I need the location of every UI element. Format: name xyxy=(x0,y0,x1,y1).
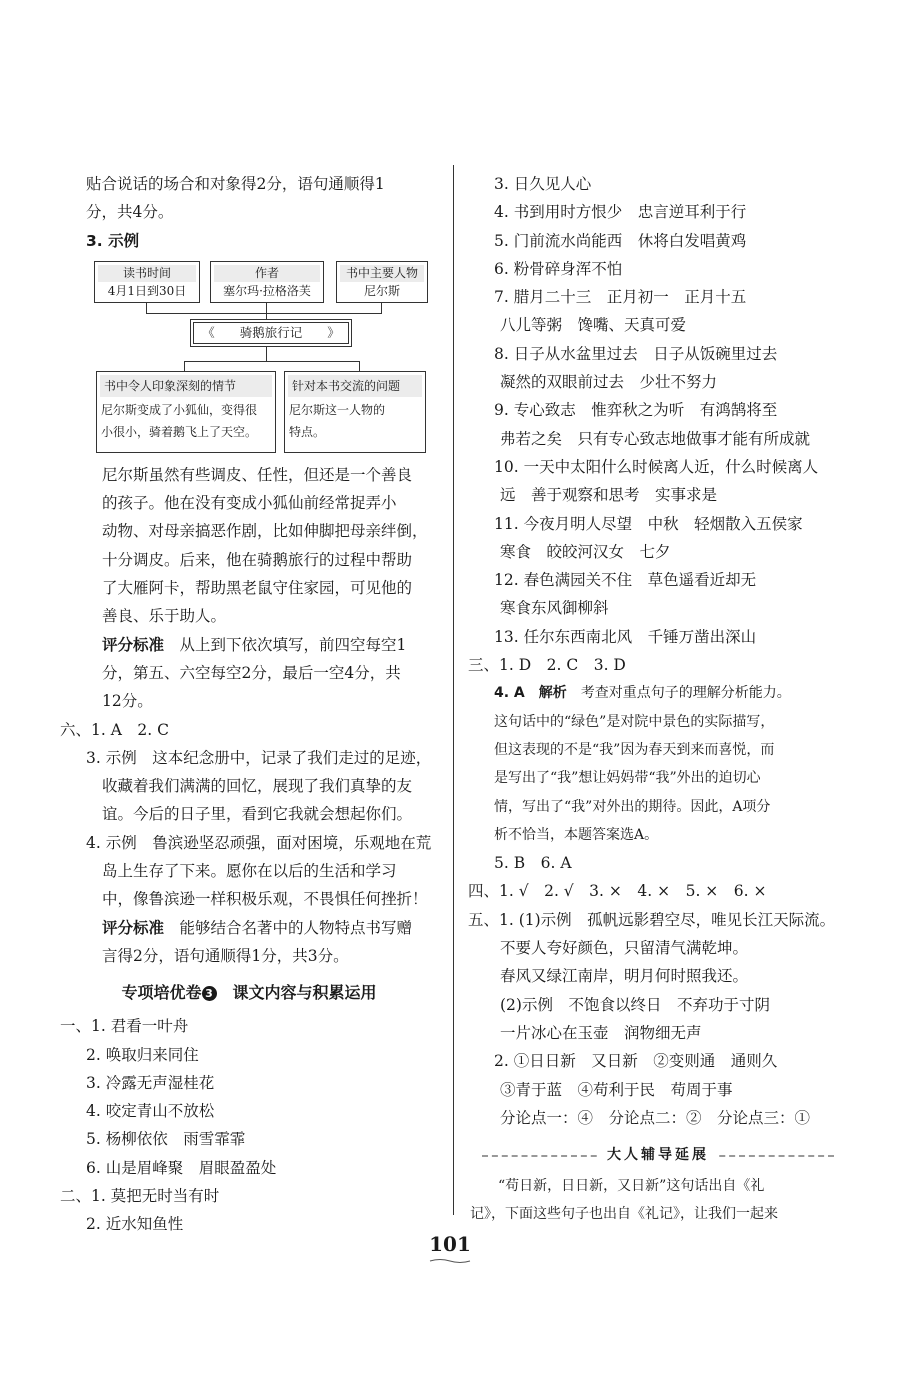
text-line: 善良、乐于助人。 xyxy=(102,607,227,626)
text-line: 12分。 xyxy=(102,692,153,711)
section-4-heading: 四、1. √ 2. √ 3. × 4. × 5. × 6. × xyxy=(468,882,767,901)
text-line: 5. B 6. A xyxy=(494,854,572,873)
list-item: 八儿等粥 馋嘴、天真可爱 xyxy=(500,316,687,335)
score-criteria: 评分标准 能够结合名著中的人物特点书写赠 xyxy=(102,918,413,937)
list-item: 6. 山是眉峰聚 眉眼盈盈处 xyxy=(86,1158,277,1177)
list-item: 12. 春色满园关不住 草色遥看近却无 xyxy=(494,571,757,590)
list-item: 2. 近水知鱼性 xyxy=(86,1215,184,1234)
text-line: 2. ①日日新 又日新 ②变则通 通则久 xyxy=(494,1052,778,1071)
list-item: 4. 书到用时方恨少 忠言逆耳利于行 xyxy=(494,203,747,222)
list-item: 5. 门前流水尚能西 休将白发唱黄鸡 xyxy=(494,231,747,250)
question-label: 3. 示例 xyxy=(86,231,140,250)
list-item: 2. 唤取归来同住 xyxy=(86,1045,199,1064)
text-line: 分，第五、六空每空2分，最后一空4分，共 xyxy=(102,663,401,682)
list-item: 凝然的双眼前过去 少壮不努力 xyxy=(500,373,718,392)
text-line: 情，写出了“我”对外出的期待。因此，A项分 xyxy=(494,798,771,815)
text-line: 中，像鲁滨逊一样积极乐观，不畏惧任何挫折！ xyxy=(102,890,428,909)
list-item: 远 善于观察和思考 实事求是 xyxy=(500,486,718,505)
main-character-box: 书中主要人物 尼尔斯 xyxy=(336,261,428,303)
text-line: 春风又绿江南岸，明月何时照我还。 xyxy=(500,967,749,986)
column-divider xyxy=(453,165,454,1215)
text-line: 一片冰心在玉壶 润物细无声 xyxy=(500,1023,702,1042)
text-line: 谊。今后的日子里，看到它我就会想起你们。 xyxy=(102,805,413,824)
list-item: 一、1. 君看一叶舟 xyxy=(60,1017,189,1036)
section-number-badge: 3 xyxy=(202,986,217,1001)
author-box: 作者 塞尔玛·拉格洛芙 xyxy=(210,261,324,303)
text-line: 尼尔斯虽然有些调皮、任性，但还是一个善良 xyxy=(102,465,413,484)
analysis-line: 4. A 解析 考查对重点句子的理解分析能力。 xyxy=(494,685,791,702)
text-line: ③青于蓝 ④苟利于民 苟周于事 xyxy=(500,1080,733,1099)
text-line: 的孩子。他在没有变成小狐仙前经常捉弄小 xyxy=(102,494,397,513)
list-item: 10. 一天中太阳什么时候离人近，什么时候离人 xyxy=(494,457,819,476)
text-line: 这句话中的“绿色”是对院中景色的实际描写， xyxy=(494,713,775,730)
discussion-question-box: 针对本书交流的问题 尼尔斯这一人物的 特点。 xyxy=(284,371,426,453)
text-line: 4. 示例 鲁滨逊坚忍顽强，面对困境，乐观地在荒 xyxy=(86,833,432,852)
section-3-heading: 三、1. D 2. C 3. D xyxy=(468,656,626,675)
list-item: 13. 任尔东西南北风 千锤万凿出深山 xyxy=(494,627,757,646)
list-item: 9. 专心致志 惟弈秋之为听 有鸿鹄将至 xyxy=(494,401,778,420)
text-line: 不要人夸好颜色，只留清气满乾坤。 xyxy=(500,939,749,958)
section-title: 专项培优卷 3 课文内容与积累运用 xyxy=(121,983,377,1003)
text-line: 但这表现的不是“我”因为春天到来而喜悦，而 xyxy=(494,741,775,758)
text-line: 是写出了“我”想让妈妈带“我”外出的迫切心 xyxy=(494,770,761,787)
text-line: 记》，下面这些句子也出自《礼记》，让我们一起来 xyxy=(470,1206,778,1223)
text-line: (2)示例 不饱食以终日 不弃功于寸阴 xyxy=(500,995,770,1014)
text-line: 十分调皮。后来，他在骑鹅旅行的过程中帮助 xyxy=(102,550,413,569)
list-item: 4. 咬定青山不放松 xyxy=(86,1102,215,1121)
left-column xyxy=(60,170,438,1239)
reading-time-box: 读书时间 4月1日到30日 xyxy=(94,261,200,303)
text-line: 分，共4分。 xyxy=(86,203,174,222)
text-line: 动物、对母亲搞恶作剧，比如伸脚把母亲绊倒， xyxy=(102,522,428,541)
section-5-heading: 五、1. (1)示例 孤帆远影碧空尽，唯见长江天际流。 xyxy=(468,910,836,929)
list-item: 寒食东风御柳斜 xyxy=(500,599,609,618)
list-item: 3. 冷露无声湿桂花 xyxy=(86,1073,215,1092)
text-line: 岛上生存了下来。愿你在以后的生活和学习 xyxy=(102,862,397,881)
score-criteria: 评分标准 从上到下依次填写，前四空每空1 xyxy=(102,635,407,654)
text-line: 收藏着我们满满的回忆，展现了我们真挚的友 xyxy=(102,777,413,796)
list-item: 8. 日子从水盆里过去 日子从饭碗里过去 xyxy=(494,344,778,363)
reading-card-diagram xyxy=(94,259,426,459)
list-item: 11. 今夜月明人尽望 中秋 轻烟散入五侯家 xyxy=(494,514,803,533)
text-line: 言得2分，语句通顺得1分，共3分。 xyxy=(102,946,349,965)
list-item: 弗若之矣 只有专心致志地做事才能有所成就 xyxy=(500,429,811,448)
list-item: 3. 日久见人心 xyxy=(494,175,592,193)
list-item: 7. 腊月二十三 正月初一 正月十五 xyxy=(494,288,747,307)
book-title-box: 《 骑鹅旅行记 》 xyxy=(190,319,352,347)
list-item: 寒食 皎皎河汉女 七夕 xyxy=(500,542,671,561)
list-item: 二、1. 莫把无时当有时 xyxy=(60,1187,220,1206)
text-line: 贴合说话的场合和对象得2分，语句通顺得1 xyxy=(86,175,385,193)
section-6-heading: 六、1. A 2. C xyxy=(60,720,169,739)
list-item: 5. 杨柳依依 雨雪霏霏 xyxy=(86,1130,246,1149)
text-line: “苟日新，日日新，又日新”这句话出自《礼 xyxy=(498,1178,765,1195)
page-number-ornament xyxy=(428,1258,472,1264)
page-number: 101 xyxy=(429,1232,471,1256)
list-item: 6. 粉骨碎身浑不怕 xyxy=(494,259,623,278)
text-line: 析不恰当，本题答案选A。 xyxy=(494,826,659,843)
text-line: 分论点一：④ 分论点二：② 分论点三：① xyxy=(500,1108,811,1127)
text-line: 了大雁阿卡，帮助黑老鼠守住家园，可见他的 xyxy=(102,579,413,598)
memorable-plot-box: 书中令人印象深刻的情节 尼尔斯变成了小狐仙，变得很 小很小，骑着鹅飞上了天空。 xyxy=(96,371,276,453)
tutoring-extension-heading: 大人辅导延展 xyxy=(468,1144,848,1168)
right-column xyxy=(468,170,848,1229)
text-line: 3. 示例 这本纪念册中，记录了我们走过的足迹， xyxy=(86,748,432,767)
